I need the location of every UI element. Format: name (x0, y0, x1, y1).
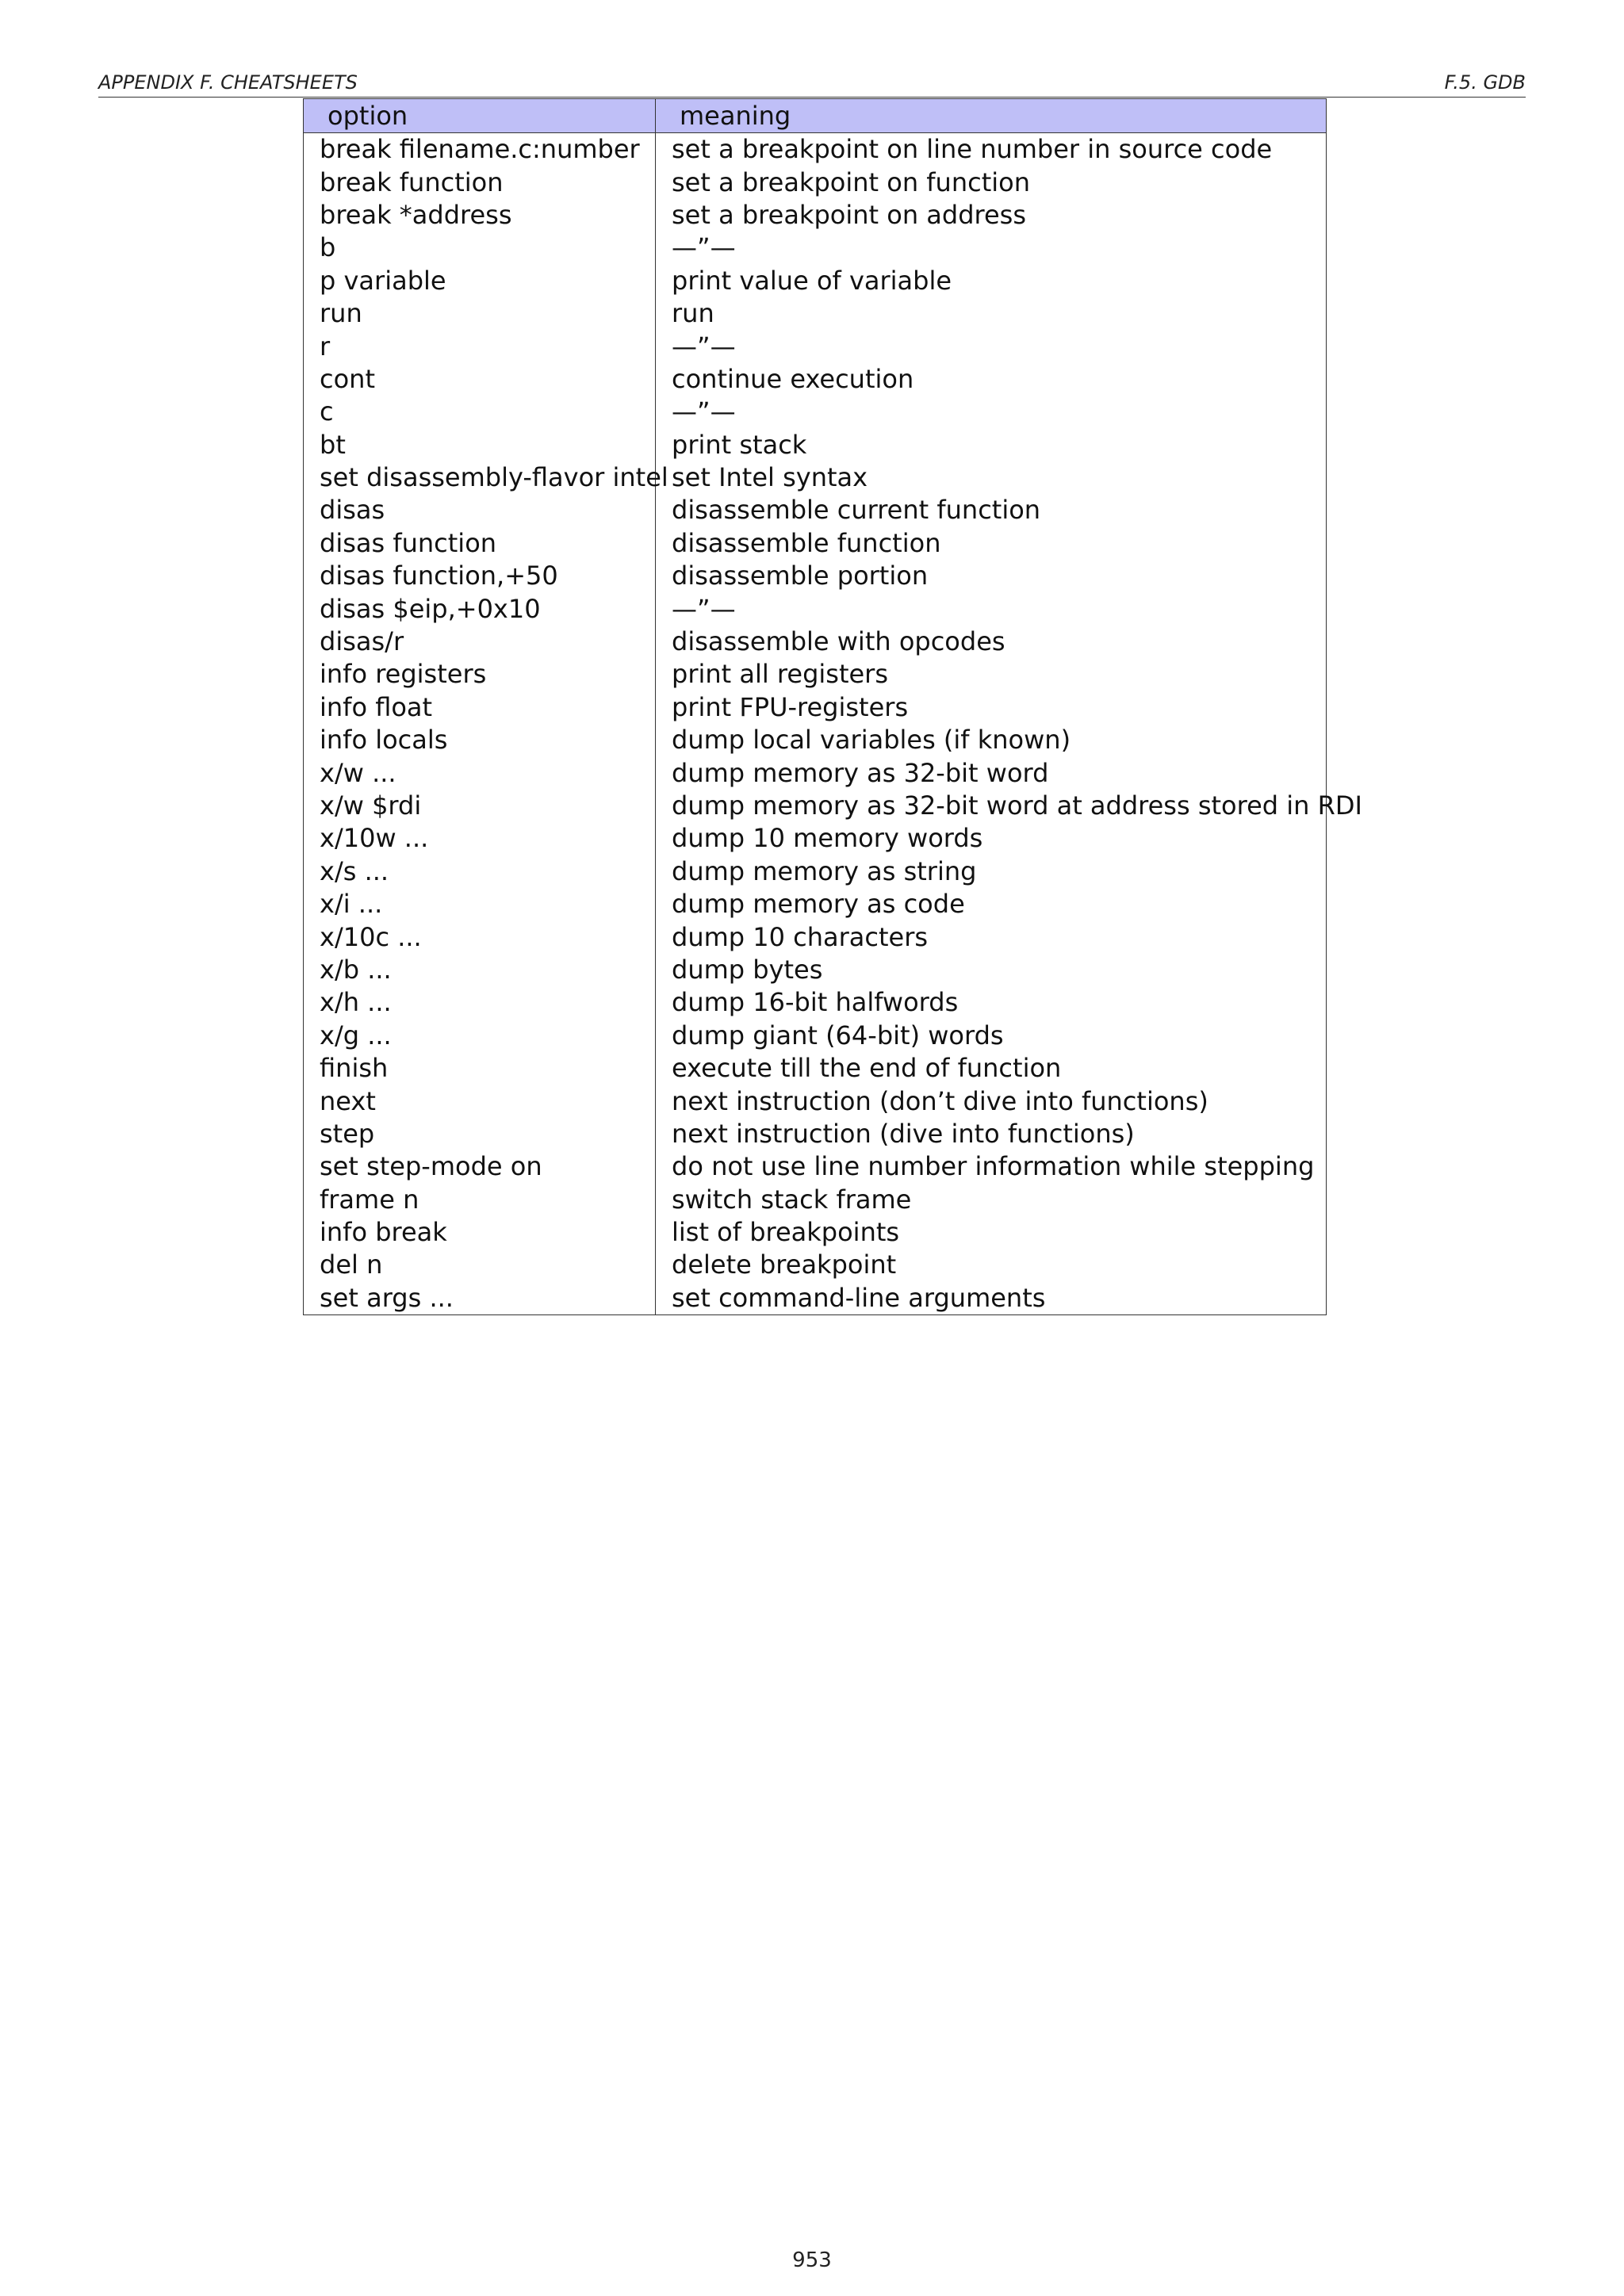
meaning-cell: dump local variables (if known) (656, 724, 1327, 756)
table-row (304, 822, 1327, 855)
meaning-cell: set a breakpoint on function (656, 166, 1327, 198)
table-row (304, 1249, 1327, 1281)
option-cell: set args ... (304, 1282, 656, 1315)
meaning-cell: —”— (656, 396, 1327, 428)
meaning-cell: delete breakpoint (656, 1249, 1327, 1281)
option-cell: step (304, 1118, 656, 1150)
table-row (304, 592, 1327, 625)
option-cell: finish (304, 1052, 656, 1085)
option-cell: cont (304, 363, 656, 396)
table-body (304, 133, 1362, 1315)
table-row (304, 133, 1327, 166)
meaning-cell: dump giant (64-bit) words (656, 1020, 1327, 1052)
table-row (304, 265, 1327, 297)
section-title: F.5. GDB (1444, 71, 1526, 94)
option-cell: x/w $rdi (304, 790, 656, 822)
meaning-cell: set a breakpoint on address (656, 199, 1327, 232)
table-row (304, 658, 1327, 691)
option-cell: x/h ... (304, 986, 656, 1019)
table-row (304, 297, 1327, 330)
option-cell: x/s ... (304, 855, 656, 888)
option-cell: next (304, 1085, 656, 1117)
table-row (304, 790, 1327, 822)
meaning-cell: set a breakpoint on line number in source code (656, 133, 1327, 166)
option-cell: x/i ... (304, 888, 656, 920)
option-cell: x/b ... (304, 954, 656, 986)
option-cell: p variable (304, 265, 656, 297)
table-row (304, 363, 1327, 396)
table-row (304, 199, 1327, 232)
option-cell: run (304, 297, 656, 330)
table-row (304, 494, 1327, 526)
table-row (304, 888, 1327, 920)
option-cell: frame n (304, 1184, 656, 1216)
table-row (304, 166, 1327, 198)
meaning-cell: print FPU-registers (656, 691, 1327, 724)
table-row (304, 626, 1327, 658)
meaning-cell: disassemble with opcodes (656, 626, 1327, 658)
page-number: 953 (792, 2248, 832, 2272)
table-row (304, 330, 1327, 362)
option-cell: break filename.c:number (304, 133, 656, 166)
meaning-cell: dump memory as string (656, 855, 1327, 888)
table-row (304, 429, 1327, 461)
table-row (304, 691, 1327, 724)
meaning-cell: list of breakpoints (656, 1216, 1327, 1249)
option-cell: x/g ... (304, 1020, 656, 1052)
option-cell: del n (304, 1249, 656, 1281)
meaning-cell: —”— (656, 330, 1327, 362)
meaning-cell: disassemble function (656, 527, 1327, 560)
column-header-option: option (304, 99, 656, 133)
table-row (304, 1085, 1327, 1117)
table-row (304, 1052, 1327, 1085)
option-cell: x/10c ... (304, 920, 656, 953)
table-row (304, 756, 1327, 789)
meaning-cell: dump 10 characters (656, 920, 1327, 953)
table-row (304, 1282, 1327, 1315)
option-cell: set disassembly-flavor intel (304, 461, 656, 494)
table-row (304, 1118, 1327, 1150)
option-cell: x/w ... (304, 756, 656, 789)
table-row (304, 1020, 1327, 1052)
option-cell: disas function (304, 527, 656, 560)
table-row (304, 986, 1327, 1019)
meaning-cell: dump 16-bit halfwords (656, 986, 1327, 1019)
meaning-cell: next instruction (don’t dive into functions) (656, 1085, 1327, 1117)
table-row (304, 954, 1327, 986)
table-row (304, 724, 1327, 756)
running-header (98, 68, 1526, 98)
meaning-cell: dump 10 memory words (656, 822, 1327, 855)
option-cell: bt (304, 429, 656, 461)
meaning-cell: next instruction (dive into functions) (656, 1118, 1327, 1150)
meaning-cell: set command-line arguments (656, 1282, 1327, 1315)
option-cell: disas $eip,+0x10 (304, 592, 656, 625)
meaning-cell: print value of variable (656, 265, 1327, 297)
option-cell: disas (304, 494, 656, 526)
meaning-cell: disassemble current function (656, 494, 1327, 526)
chapter-title: APPENDIX F. CHEATSHEETS (98, 71, 358, 94)
table-row (304, 232, 1327, 264)
option-cell: info locals (304, 724, 656, 756)
column-header-meaning: meaning (656, 99, 1327, 133)
meaning-cell: dump memory as 32-bit word (656, 756, 1327, 789)
gdb-cheatsheet-table (303, 98, 1362, 1315)
meaning-cell: print all registers (656, 658, 1327, 691)
table-row (304, 855, 1327, 888)
option-cell: b (304, 232, 656, 264)
meaning-cell: print stack (656, 429, 1327, 461)
meaning-cell: continue execution (656, 363, 1327, 396)
option-cell: info float (304, 691, 656, 724)
option-cell: set step-mode on (304, 1150, 656, 1183)
option-cell: info break (304, 1216, 656, 1249)
table-row (304, 1216, 1327, 1249)
table-row (304, 396, 1327, 428)
meaning-cell: dump bytes (656, 954, 1327, 986)
meaning-cell: —”— (656, 592, 1327, 625)
table-row (304, 527, 1327, 560)
option-cell: r (304, 330, 656, 362)
table-row (304, 1184, 1327, 1216)
table-row (304, 560, 1327, 592)
meaning-cell: —”— (656, 232, 1327, 264)
meaning-cell: do not use line number information while stepping (656, 1150, 1327, 1183)
option-cell: break *address (304, 199, 656, 232)
option-cell: disas function,+50 (304, 560, 656, 592)
option-cell: info registers (304, 658, 656, 691)
meaning-cell: set Intel syntax (656, 461, 1327, 494)
option-cell: break function (304, 166, 656, 198)
option-cell: x/10w ... (304, 822, 656, 855)
meaning-cell: switch stack frame (656, 1184, 1327, 1216)
table-header-row (304, 99, 1327, 133)
option-cell: c (304, 396, 656, 428)
meaning-cell: execute till the end of function (656, 1052, 1327, 1085)
meaning-cell: dump memory as 32-bit word at address stored in RDI (656, 790, 1327, 822)
meaning-cell: dump memory as code (656, 888, 1327, 920)
table-row (304, 461, 1327, 494)
option-cell: disas/r (304, 626, 656, 658)
table-row (304, 920, 1327, 953)
table-row (304, 1150, 1327, 1183)
meaning-cell: run (656, 297, 1327, 330)
meaning-cell: disassemble portion (656, 560, 1327, 592)
